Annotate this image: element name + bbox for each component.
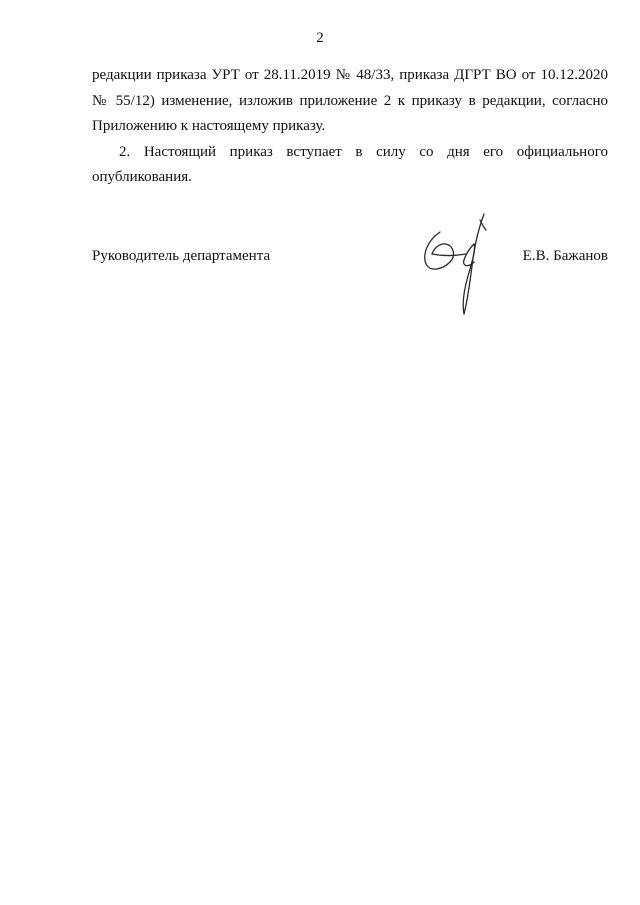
document-body [92, 63, 608, 191]
signatory-position: Руководитель департамента [92, 248, 271, 264]
page-number: 2 [316, 30, 324, 46]
paragraph-2-line-2: опубликования. [92, 169, 192, 185]
paragraph-1-line-1: редакции приказа УРТ от 28.11.2019 № 48/33, приказа ДГРТ ВО от 10.12.2020 [92, 67, 608, 83]
paragraph-1-line-2: № 55/12) изменение, изложив приложение 2 к приказу в редакции, согласно [92, 92, 608, 109]
paragraph-2-line-1: 2. Настоящий приказ вступает в силу со дня его официального [119, 143, 608, 160]
signature-block [92, 248, 608, 328]
signatory-name: Е.В. Бажанов [522, 248, 608, 264]
paragraph-1-line-3: Приложению к настоящему приказу. [92, 118, 326, 134]
paragraph-1 [92, 63, 608, 140]
handwritten-signature-icon [418, 210, 498, 320]
paragraph-2 [92, 140, 608, 191]
